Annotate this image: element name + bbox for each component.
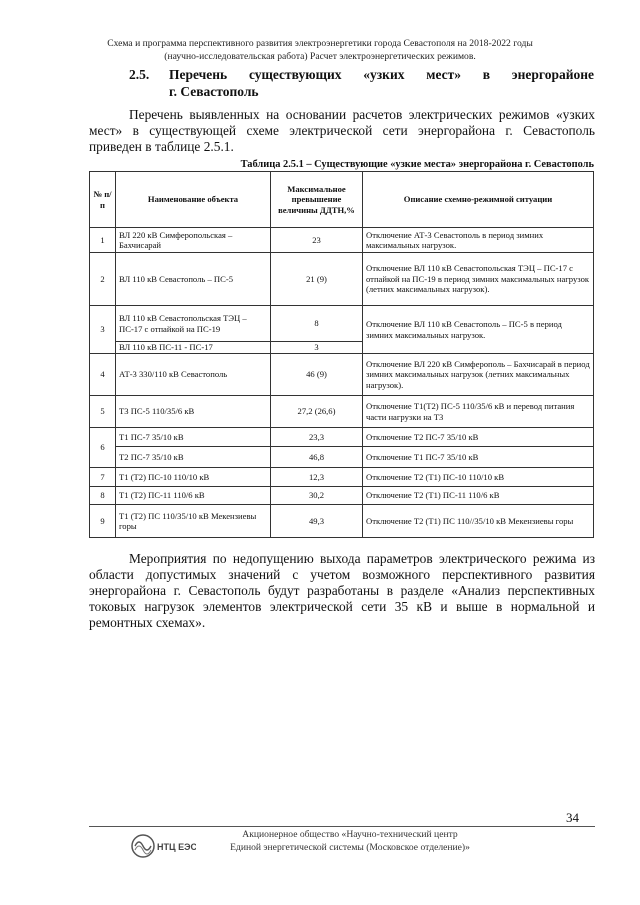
table-row xyxy=(90,468,594,487)
row-value: 12,3 xyxy=(271,468,363,487)
footer-divider xyxy=(89,826,595,827)
row-num: 1 xyxy=(90,228,116,253)
row-num: 7 xyxy=(90,468,116,487)
header-object: Наименование объекта xyxy=(116,172,271,228)
row-object: Т1 (Т2) ПС 110/35/10 кВ Мекензиевы горы xyxy=(116,505,271,538)
row-num: 8 xyxy=(90,487,116,505)
row-num: 6 xyxy=(90,428,116,468)
row-object: Т2 ПС-7 35/10 кВ xyxy=(116,447,271,468)
table-row xyxy=(90,428,594,447)
section-title-line2: г. Севастополь xyxy=(169,84,259,99)
row-desc: Отключение ВЛ 220 кВ Симферополь – Бахчисарай в период зимних максимальных нагрузок (летних максимальных нагрузок). xyxy=(363,354,594,396)
table-caption: Таблица 2.5.1 – Существующие «узкие места» энергорайона г. Севастополь xyxy=(240,159,594,170)
header-num: № п/п xyxy=(90,172,116,228)
row-object: ВЛ 110 кВ Севастополь – ПС-5 xyxy=(116,253,271,306)
row-desc: Отключение Т2 (Т1) ПС 110//35/10 кВ Мекензиевы горы xyxy=(363,505,594,538)
table-row xyxy=(90,487,594,505)
row-object: ВЛ 110 кВ Севастопольская ТЭЦ – ПС-17 с отпайкой на ПС-19 xyxy=(116,306,271,342)
row-desc: Отключение Т1 ПС-7 35/10 кВ xyxy=(363,447,594,468)
row-num: 2 xyxy=(90,253,116,306)
table-row xyxy=(90,447,594,468)
row-desc: Отключение ВЛ 110 кВ Севастополь – ПС-5 в период зимних максимальных нагрузок. xyxy=(363,306,594,354)
row-desc: Отключение Т1(Т2) ПС-5 110/35/6 кВ и перевод питания части нагрузки на Т3 xyxy=(363,396,594,428)
row-value: 23,3 xyxy=(271,428,363,447)
bottlenecks-table xyxy=(89,171,594,538)
row-num: 9 xyxy=(90,505,116,538)
row-object: Т1 (Т2) ПС-10 110/10 кВ xyxy=(116,468,271,487)
company-logo xyxy=(130,830,196,862)
row-value: 46,8 xyxy=(271,447,363,468)
running-header-line2: (научно-исследовательская работа) Расчет электроэнергетических режимов. xyxy=(164,51,476,62)
row-num: 3 xyxy=(90,306,116,354)
row-value: 21 (9) xyxy=(271,253,363,306)
table-row xyxy=(90,228,594,253)
row-value: 23 xyxy=(271,228,363,253)
row-value: 30,2 xyxy=(271,487,363,505)
page-number: 34 xyxy=(566,810,579,825)
row-value: 27,2 (26,6) xyxy=(271,396,363,428)
closing-paragraph xyxy=(89,551,595,631)
row-num: 4 xyxy=(90,354,116,396)
row-value: 49,3 xyxy=(271,505,363,538)
table-row xyxy=(90,354,594,396)
section-title-line1: Перечень существующих «узких мест» в энергорайоне xyxy=(169,67,594,82)
footer-line1: Акционерное общество «Научно-технический центр xyxy=(242,829,458,840)
row-desc: Отключение Т2 (Т1) ПС-11 110/6 кВ xyxy=(363,487,594,505)
row-desc: Отключение ВЛ 110 кВ Севастопольская ТЭЦ – ПС-17 с отпайкой на ПС-19 в период зимних максимальных нагрузок (летних максимальных нагрузок). xyxy=(363,253,594,306)
intro-text: Перечень выявленных на основании расчетов электрических режимов «узких мест» в существующей схеме электрической сети энергорайона г. Севастополь приведен в таблице 2.5.1. xyxy=(89,107,595,154)
footer-line2: Единой энергетической системы (Московское отделение)» xyxy=(230,842,470,853)
row-object: Т1 ПС-7 35/10 кВ xyxy=(116,428,271,447)
header-desc: Описание схемно-режимной ситуации xyxy=(363,172,594,228)
row-value: 46 (9) xyxy=(271,354,363,396)
section-number: 2.5. xyxy=(129,67,150,82)
row-object: ВЛ 110 кВ ПС-11 - ПС-17 xyxy=(116,342,271,354)
row-desc: Отключение Т2 (Т1) ПС-10 110/10 кВ xyxy=(363,468,594,487)
row-value: 3 xyxy=(271,342,363,354)
table-row xyxy=(90,396,594,428)
header-max: Максимальное превышение величины ДДТН,% xyxy=(271,172,363,228)
row-value: 8 xyxy=(271,306,363,342)
logo-text: НТЦ ЕЭС xyxy=(157,842,196,852)
intro-paragraph xyxy=(89,107,595,155)
running-header-line1: Схема и программа перспективного развития электроэнергетики города Севастополя на 2018-2022 годы xyxy=(107,38,533,49)
table-row xyxy=(90,253,594,306)
row-desc: Отключение АТ-3 Севастополь в период зимних максимальных нагрузок. xyxy=(363,228,594,253)
row-num: 5 xyxy=(90,396,116,428)
row-object: Т3 ПС-5 110/35/6 кВ xyxy=(116,396,271,428)
table-row xyxy=(90,306,594,342)
logo-mark xyxy=(130,830,196,862)
row-object: Т1 (Т2) ПС-11 110/6 кВ xyxy=(116,487,271,505)
table-row xyxy=(90,505,594,538)
row-object: ВЛ 220 кВ Симферопольская – Бахчисарай xyxy=(116,228,271,253)
closing-text: Мероприятия по недопущению выхода параметров электрического режима из области допустимых значений с учетом возможного перспективного развития энергорайона г. Севастополь будут разработаны в разделе «Анализ перспективных токовых нагрузок элементов электрической сети 35 кВ и выше в нормальной и ремонтных схемах». xyxy=(89,551,595,630)
row-desc: Отключение Т2 ПС-7 35/10 кВ xyxy=(363,428,594,447)
table-header-row xyxy=(90,172,594,228)
row-object: АТ-3 330/110 кВ Севастополь xyxy=(116,354,271,396)
